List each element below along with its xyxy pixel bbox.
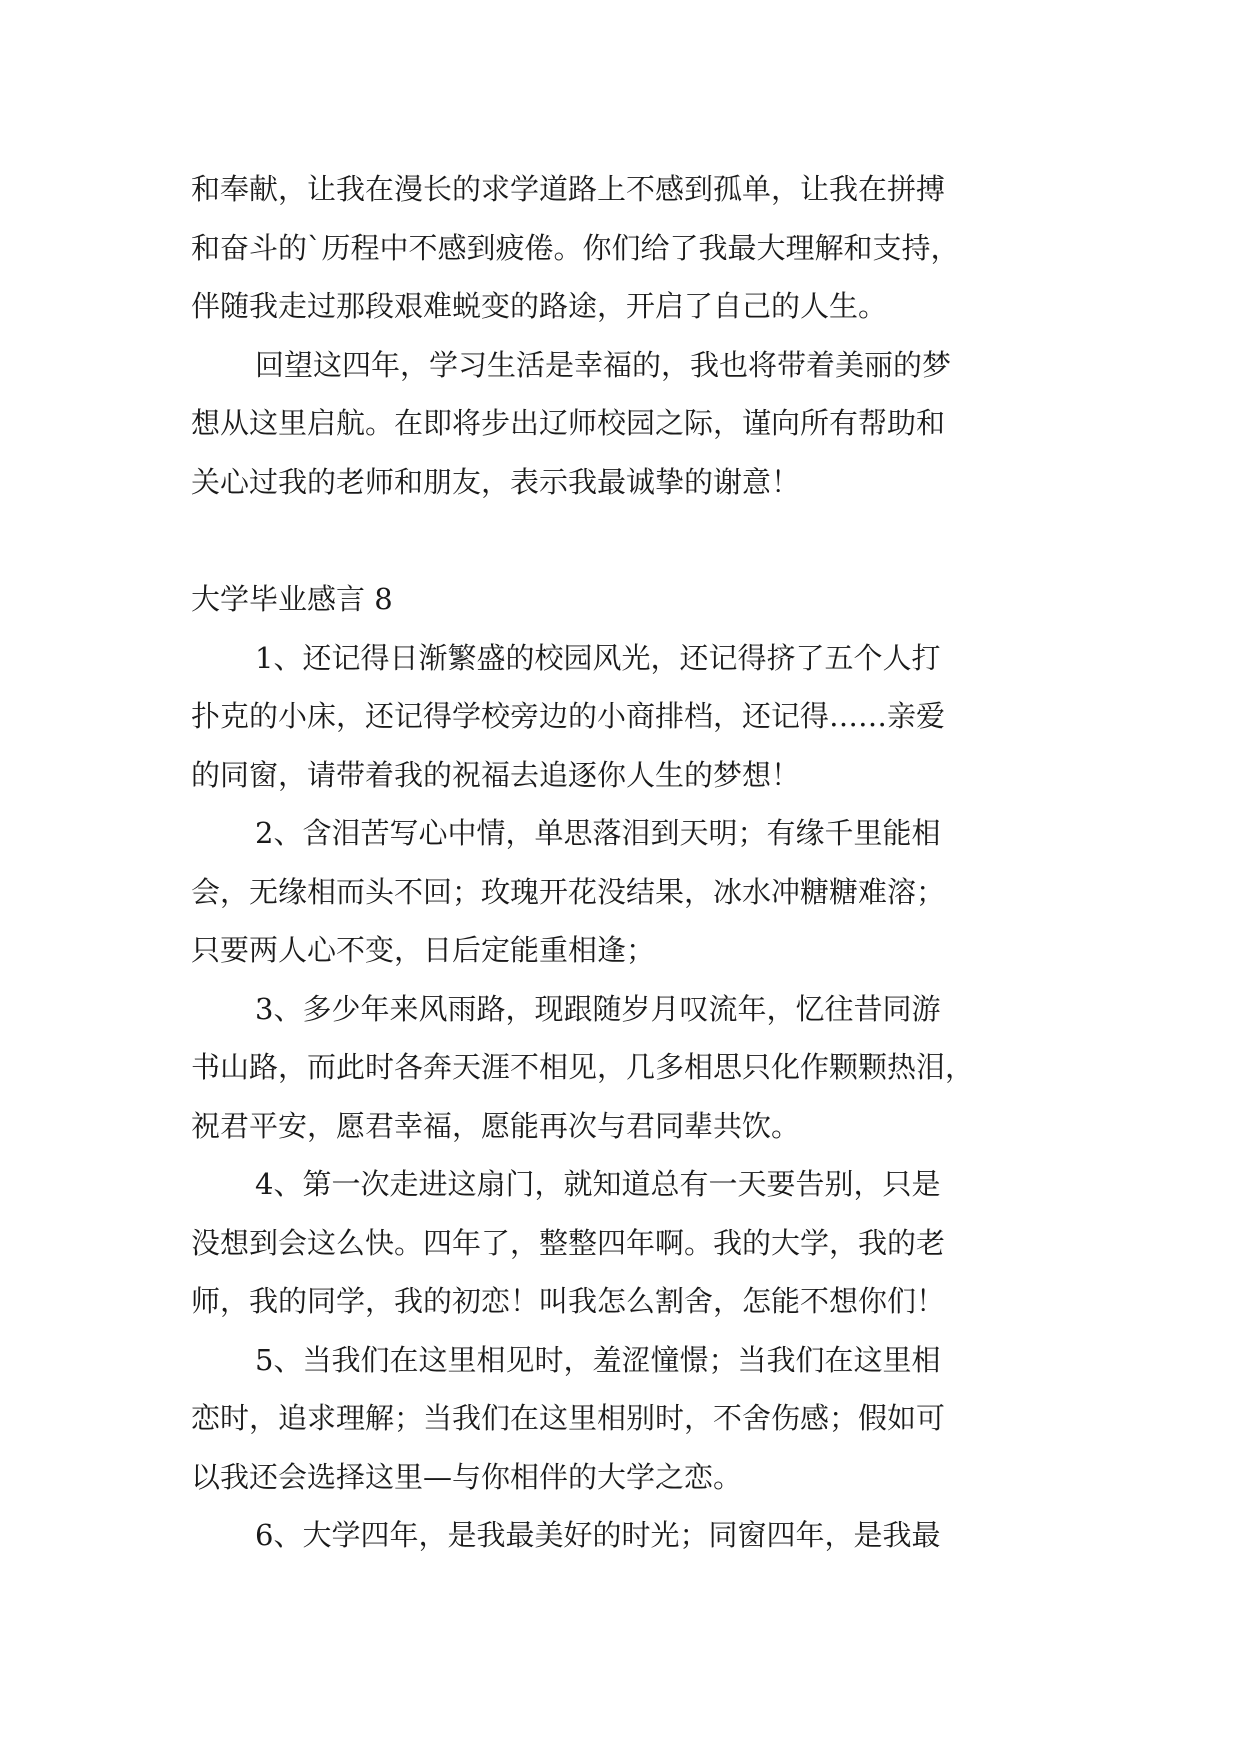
text-line: 和奉献，让我在漫长的求学道路上不感到孤单，让我在拼搏 — [191, 172, 946, 206]
section-heading: 大学毕业感言 8 — [191, 582, 393, 616]
list-item — [191, 1506, 1051, 1565]
text-line: 书山路，而此时各奔天涯不相见，几多相思只化作颗颗热泪， — [191, 1050, 975, 1084]
text-line: 4、第一次走进这扇门，就知道总有一天要告别，只是 — [255, 1167, 941, 1201]
list-item — [191, 980, 1051, 1156]
text-line: 只要两人心不变，日后定能重相逢； — [191, 933, 656, 967]
document-body — [191, 160, 1051, 1565]
text-line: 恋时，追求理解；当我们在这里相别时，不舍伤感；假如可 — [191, 1401, 946, 1435]
list-item — [191, 1331, 1051, 1507]
text-line: 和奋斗的`历程中不感到疲倦。你们给了我最大理解和支持， — [191, 230, 960, 265]
text-line: 1、还记得日渐繁盛的校园风光，还记得挤了五个人打 — [255, 640, 941, 675]
text-line: 没想到会这么快。四年了，整整四年啊。我的大学，我的老 — [191, 1225, 946, 1260]
text-line: 想从这里启航。在即将步出辽师校园之际，谨向所有帮助和 — [191, 406, 946, 440]
text-line: 师，我的同学，我的初恋！叫我怎么割舍，怎能不想你们！ — [191, 1284, 946, 1318]
text-line: 2、含泪苦写心中情，单思落泪到天明；有缘千里能相 — [255, 816, 941, 850]
closing-paragraph — [191, 336, 1051, 512]
list-item — [191, 804, 1051, 980]
text-line: 会，无缘相而头不回；玫瑰开花没结果，冰水冲糖糖难溶； — [191, 874, 946, 909]
text-line: 回望这四年，学习生活是幸福的，我也将带着美丽的梦 — [255, 347, 952, 382]
text-line: 6、大学四年，是我最美好的时光；同窗四年，是我最 — [255, 1518, 941, 1552]
text-line: 关心过我的老师和朋友，表示我最诚挚的谢意！ — [191, 464, 801, 499]
text-line: 5、当我们在这里相见时，羞涩憧憬；当我们在这里相 — [255, 1342, 941, 1377]
text-line: 的同窗，请带着我的祝福去追逐你人生的梦想！ — [191, 757, 801, 792]
text-line: 以我还会选择这里—与你相伴的大学之恋。 — [191, 1459, 743, 1494]
list-item — [191, 629, 1051, 805]
text-line: 3、多少年来风雨路，现跟随岁月叹流年，忆往昔同游 — [255, 991, 941, 1026]
intro-paragraph — [191, 160, 1051, 336]
paragraph-spacer — [191, 511, 1051, 570]
text-line: 伴随我走过那段艰难蜕变的路途，开启了自己的人生。 — [191, 289, 888, 323]
list-item — [191, 1155, 1051, 1331]
text-line: 扑克的小床，还记得学校旁边的小商排档，还记得……亲爱 — [191, 699, 946, 733]
text-line: 祝君平安，愿君幸福，愿能再次与君同辈共饮。 — [191, 1108, 801, 1143]
